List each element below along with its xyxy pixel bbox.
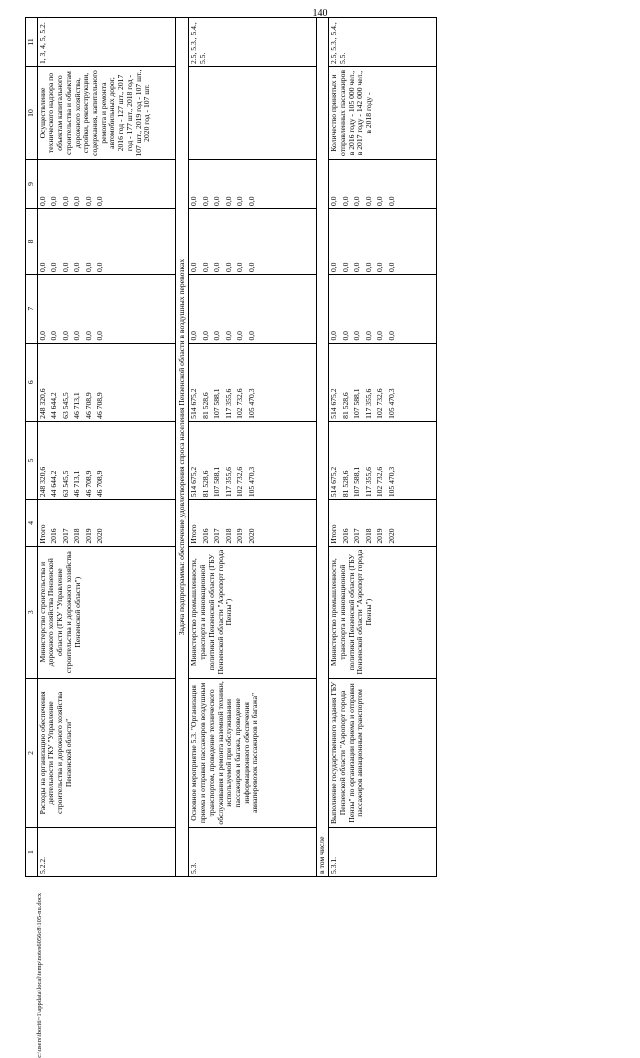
including-label: в том числе — [317, 18, 329, 877]
col-header-9: 9 — [26, 160, 38, 209]
col-header-3: 3 — [26, 546, 38, 678]
table-row-5-3 — [189, 18, 317, 877]
federal-budget-cell: 0,0 0,0 0,0 0,0 0,0 0,0 — [329, 275, 437, 344]
executor: Министерство промышленности, транспорта и инновационной политики Пензенской области (ГБУ Пензенской области "Аэропорт города Пензы") — [189, 546, 317, 678]
row-number: 5.3.1. — [329, 828, 437, 877]
section-row — [175, 18, 189, 877]
table-row-5-3-1 — [329, 18, 437, 877]
indicator-cell: Количество принятых и отправленных пассажиров в 2016 году - 105 000 чел., в 2017 году - 142 000 чел., в 2018 году - — [329, 67, 437, 160]
executor: Министерство промышленности, транспорта и инновационной политики Пензенской области (ГБУ Пензенской области "Аэропорт города Пензы") — [329, 546, 437, 678]
col-header-4: 4 — [26, 500, 38, 546]
program-activities-table — [25, 17, 437, 877]
total-funding-cell: 248 320,6 44 644,2 63 545,5 46 713,1 46 708,9 46 708,9 — [37, 421, 175, 499]
activity-name: Расходы на организацию обеспечения деятельности ГКУ "Управление строительства и дорожного хозяйства Пензенской области" — [37, 678, 175, 827]
col-header-2: 2 — [26, 678, 38, 827]
regional-budget-cell: 514 675,2 81 528,6 107 588,1 117 355,6 102 732,6 105 470,3 — [189, 343, 317, 421]
years-cell: Итого 2016 2017 2018 2019 2020 — [329, 500, 437, 546]
local-budget-cell: 0,0 0,0 0,0 0,0 0,0 0,0 — [37, 208, 175, 274]
rotated-table-container — [25, 17, 615, 877]
executor: Министерство строительства и дорожного хозяйства Пензенской области (ГКУ "Управление строительства и дорожного хозяйства Пензенской области") — [37, 546, 175, 678]
other-sources-cell: 0,0 0,0 0,0 0,0 0,0 0,0 — [329, 160, 437, 209]
links-cell: 2.5, 5.3., 5.4., 5.5. — [189, 18, 317, 67]
total-funding-cell: 514 675,2 81 528,6 107 588,1 117 355,6 102 732,6 105 470,3 — [189, 421, 317, 499]
section-title: Задача подпрограммы: обеспечение удовлетворения спроса населения Пензенской области в воздушных перевозках — [175, 18, 189, 877]
federal-budget-cell: 0,0 0,0 0,0 0,0 0,0 0,0 — [37, 275, 175, 344]
activity-name: Выполнение государственного задания ГБУ Пензенской области "Аэропорт города Пензы" по организации приема и отправки пассажиров авиационным транспортом — [329, 678, 437, 827]
col-header-6: 6 — [26, 343, 38, 421]
years-cell: Итого 2016 2017 2018 2019 2020 — [37, 500, 175, 546]
activity-name: Основное мероприятие 5.3. "Организация приема и отправки пассажиров воздушным транспортом, проведение технического обслуживания и ремонта наземной техники, используемой при обслуживании пассажиров и багажа, проведение информационного обеспечения авиаперевозок пассажиров и багажа" — [189, 678, 317, 827]
links-cell: 1, 3, 4, 5, 5.2. — [37, 18, 175, 67]
col-header-1: 1 — [26, 828, 38, 877]
col-header-10: 10 — [26, 67, 38, 160]
indicator-cell: Осуществление технического надзора по объектам капитального строительства и объектам дорожного хозяйства, стройки, реконструкции, содержания, капитального ремонта и ремонта автомобильных дорог, 2016 год - 127 шт., 2017 год - 177 шт., 2018 год - 107 шт., 2019 год - 107 шт., 2020 год - 107 шт. — [37, 67, 175, 160]
other-sources-cell: 0,0 0,0 0,0 0,0 0,0 0,0 — [37, 160, 175, 209]
other-sources-cell: 0,0 0,0 0,0 0,0 0,0 0,0 — [189, 160, 317, 209]
col-header-7: 7 — [26, 275, 38, 344]
including-row — [317, 18, 329, 877]
table-row-5-2-2 — [37, 18, 175, 877]
years-cell: Итого 2016 2017 2018 2019 2020 — [189, 500, 317, 546]
total-funding-cell: 514 675,2 81 528,6 107 588,1 117 355,6 102 732,6 105 470,3 — [329, 421, 437, 499]
indicator-cell — [189, 67, 317, 160]
col-header-11: 11 — [26, 18, 38, 67]
links-cell: 2.5, 5.3., 5.4., 5.5. — [329, 18, 437, 67]
regional-budget-cell: 514 675,2 81 528,6 107 588,1 117 355,6 102 732,6 105 470,3 — [329, 343, 437, 421]
local-budget-cell: 0,0 0,0 0,0 0,0 0,0 0,0 — [329, 208, 437, 274]
regional-budget-cell: 248 320,6 44 644,2 63 545,5 46 713,1 46 708,9 46 708,9 — [37, 343, 175, 421]
federal-budget-cell: 0,0 0,0 0,0 0,0 0,0 0,0 — [189, 275, 317, 344]
col-header-8: 8 — [26, 208, 38, 274]
row-number: 5.2.2. — [37, 828, 175, 877]
col-header-5: 5 — [26, 421, 38, 499]
page-number: 140 — [312, 8, 328, 19]
column-number-row — [26, 18, 38, 877]
row-number: 5.3. — [189, 828, 317, 877]
footer-file-path: c:\users\iboriti~1\appdata\local\temp\notes6056c8\105-nu.docx — [36, 893, 43, 1058]
footer — [36, 893, 636, 1058]
local-budget-cell: 0,0 0,0 0,0 0,0 0,0 0,0 — [189, 208, 317, 274]
